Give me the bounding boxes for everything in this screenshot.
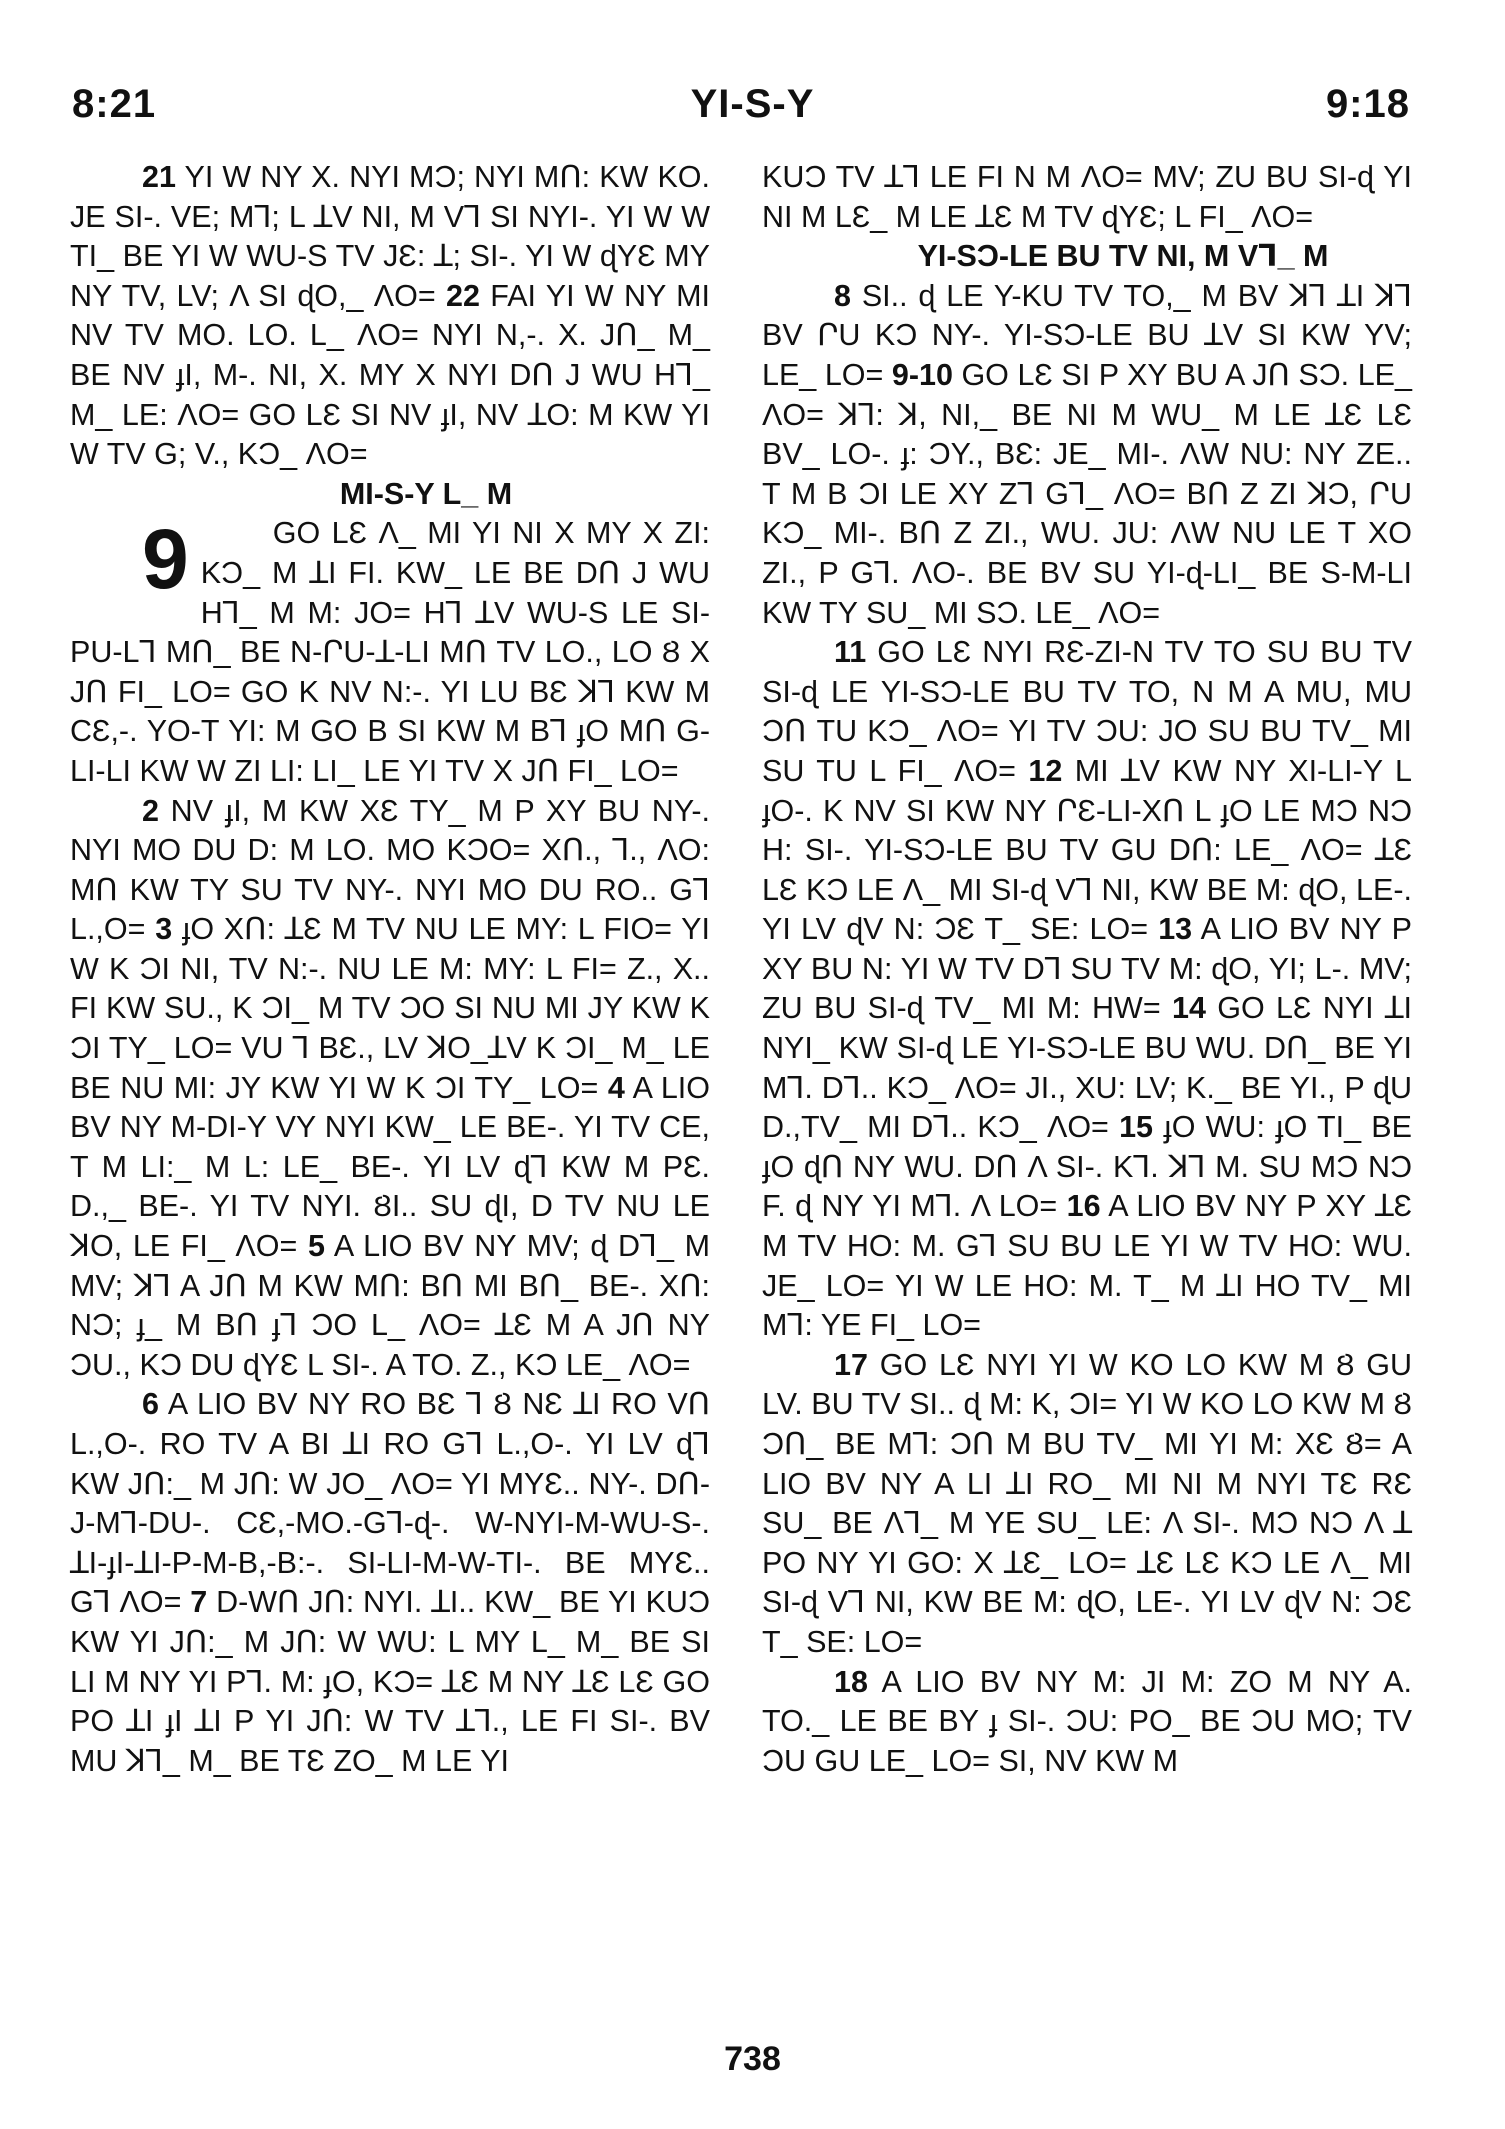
left-column	[70, 158, 710, 1781]
verse-2	[70, 792, 710, 1386]
verse-text: A LIO BV NY M: JI M: ZO M NY A. TO._ LE BE BY ɟ SI-. ƆU: PO_ BE ƆU MO; TV ƆU GU LE_ LO= SI, NV KW M	[762, 1664, 1413, 1778]
verse-number: 16	[1066, 1189, 1101, 1224]
verse-text: ɟO WU: ɟO TI_ BE ɟO ɖՈ NY WU. DՈ Λ SI-. KꞀ. ꓘꞀ M. SU MƆ NƆ F. ɖ NY YI MꞀ. Λ LO=	[762, 1110, 1412, 1224]
verse-number: 9-10	[891, 357, 953, 392]
header-left-reference: 8:21	[72, 82, 157, 126]
verse-number: 11	[834, 635, 867, 670]
verse-number: 15	[1119, 1110, 1154, 1145]
verse-text: GO LƐ NYI ꓕI NYI_ KW SI-ɖ LE YI-SƆ-LE BU WU. DՈ_ BE YI MꞀ. DꞀ.. KƆ_ ΛO= JI., XU: LV; K._ BE YI., P ɖU D.,TV_ MI DꞀ.. KƆ_ ΛO=	[762, 991, 1413, 1145]
right-column	[762, 158, 1412, 1781]
verse-text: SI.. ɖ LE Y-KU TV TO,_ M BV ꓘꞀ ꓕI ꓘꞀ BV ՐU KƆ NY-. YI-SƆ-LE BU ꓕV SI KW YV; LE_ LO=	[762, 278, 1412, 392]
header-right-reference: 9:18	[1325, 82, 1410, 126]
verse-11	[762, 633, 1412, 1346]
verse-text: A LIO BV NY RO BƐ Ꞁ Ȣ NƐ ꓕI RO VՈ L.,O-. RO TV A BI ꓕI RO GꞀ L.,O-. YI LV ɖꞀ KW JՈ:_ M JՈ: W JO_ ΛO= YI MYƐ.. NY-. DՈ-J-MꞀ-DU-. CƐ,-MO.-GꞀ-ɖ-. W-NYI-M-WU-S-. ꓕI-ɟI-ꓕI-P-M-B,-B:-. SI-LI-M-W-TI-. BE MYƐ.. GꞀ ΛO=	[70, 1387, 710, 1620]
verse-text: GO LƐ NYI RƐ-ZI-N TV TO SU BU TV SI-ɖ LE YI-SƆ-LE BU TV TO, N M A MU, MU ƆՈ TU KƆ_ ΛO= YI TV ƆU: JO SU BU TV_ MI SU TU L FI_ ΛO=	[762, 635, 1412, 788]
verse-text: GO LƐ NYI YI W KO LO KW M Ȣ GU LV. BU TV SI.. ɖ M: K, ƆI= YI W KO LO KW M Ȣ ƆՈ_ BE MꞀ: ƆՈ M BU TV_ MI YI M: XƐ Ȣ= A LIO BV NY A LI ꓕI RO_ MI NI M NYI TƐ RƐ SU_ BE ΛꞀ_ M YE SU_ LE: Λ SI-. MƆ NƆ Λ ꓕ PO NY YI GO: X ꓕƐ_ LO= ꓕƐ LƐ KƆ LE Λ_ MI SI-ɖ VꞀ NI, KW BE M: ɖO, LE-. YI LV ɖV N: ƆƐ T_ SE: LO=	[762, 1347, 1412, 1659]
verse-number: 8	[834, 278, 851, 313]
verse-number: 3	[155, 912, 173, 947]
verse-number: 17	[834, 1347, 868, 1382]
verse-text: GO LƐ SI P XY BU A JՈ SƆ. LE_ ΛO= ꓘꞀ: ꓘ, NI,_ BE NI M WU_ M LE ꓕƐ LƐ BV_ LO-. ɟ: ƆY., BƐ: JE_ MI-. ΛW NU: NY ZE.. T M B ƆI LE XY ZꞀ GꞀ_ ΛO= BՈ Z ZI ꓘƆ, ՐU KƆ_ MI-. BՈ Z ZI., WU. JU: ΛW NU LE T XO ZI., P GꞀ. ΛO-. BE BV SU YI-ɖ-LI_ BE S-M-LI KW TY SU_ MI SƆ. LE_ ΛO=	[762, 357, 1412, 630]
section-title: YI-SƆ-LE BU TV NI, M VꞀ_ M	[917, 239, 1329, 274]
verse-number: 2	[142, 793, 159, 828]
verse-8	[762, 277, 1412, 633]
verse-number: 7	[190, 1585, 208, 1620]
verse-text: FAI YI W NY MI NV TV MO. LO. L_ ΛO= NYI N,-. X. JՈ_ M_ BE NV ɟI, M-. NI, X. MY X NYI DՈ J WU HꞀ_ M_ LE: ΛO= GO LƐ SI NV ɟI, NV ꓕO: M KW YI W TV G; V., KƆ_ ΛO=	[70, 278, 710, 472]
verse-text: A LIO BV NY P XY ꓕƐ M TV HO: M. GꞀ SU BU LE YI W TV HO: WU. JE_ LO= YI W LE HO: M. T_ M ꓕI HO TV_ MI MꞀ: YE FI_ LO=	[762, 1189, 1412, 1343]
chapter-number: 9	[142, 512, 189, 607]
verse-text: D-WՈ JՈ: NYI. ꓕI.. KW_ BE YI KUƆ KW YI JՈ:_ M JՈ: W WU: L MY L_ M_ BE SI LI M NY YI PꞀ. M: ɟO, KƆ= ꓕƐ M NY ꓕƐ LƐ GO PO ꓕI ɟI ꓕI P YI JՈ: W TV ꓕꞀ., LE FI SI-. BV MU ꓘꞀ_ M_ BE TƐ ZO_ M LE YI	[70, 1585, 710, 1778]
verse-number: 13	[1158, 912, 1193, 947]
chapter-9-verse-1	[70, 514, 710, 791]
verse-number: 6	[142, 1387, 159, 1422]
verse-number: 21	[142, 160, 176, 194]
verse-number: 18	[834, 1664, 868, 1699]
verse-18	[762, 1663, 1412, 1782]
verse-text: A LIO BV NY M-DI-Y VY NYI KW_ LE BE-. YI TV CE, T M LI:_ M L: LE_ BE-. YI LV ɖꞀ KW M PƐ. D.,_ BE-. YI TV NYI. ȢI.. SU ɖI, D TV NU LE ꓘO, LE FI_ ΛO=	[70, 1070, 710, 1264]
header-book-title: YI-S-Y	[690, 82, 815, 126]
verse-number: 5	[307, 1229, 325, 1264]
verse-number: 22	[446, 278, 480, 313]
verse-text: MI ꓕV KW NY XI-LI-Y L ɟO-. K NV SI KW NY ՐƐ-LI-XՈ L ɟO LE MƆ NƆ H: SI-. YI-SƆ-LE BU TV GU DՈ: LE_ ΛO= ꓕƐ LƐ KƆ LE Λ_ MI SI-ɖ VꞀ NI, KW BE M: ɖO, LE-. YI LV ɖV N: ƆƐ T_ SE: LO=	[762, 753, 1412, 947]
verse-17	[762, 1346, 1412, 1663]
verse-text: NV ɟI, M KW XƐ TY_ M P XY BU NY-. NYI MO DU D: M LO. MO KƆO= XՈ., Ꞁ., ΛO: MՈ KW TY SU TV NY-. NYI MO DU RO.. GꞀ L.,O=	[70, 793, 710, 947]
section-title: MI-S-Y L_ M	[339, 476, 513, 511]
verse-text: A LIO BV NY P XY BU N: YI W TV DꞀ SU TV M: ɖO, YI; L-. MV; ZU BU SI-ɖ TV_ MI M: HW=	[762, 912, 1412, 1026]
page-number: 738	[724, 2040, 781, 2078]
verse-text: ɟO XՈ: ꓕƐ M TV NU LE MY: L FIO= YI W K ƆI NI, TV N:-. NU LE M: MY: L FI= Z., X.. FI KW SU., K ƆI_ M TV ƆO SI NU MI JY KW K ƆI TY_ LO= VU Ꞁ BƐ., LV ꓘO_ꓕV K ƆI_ M_ LE BE NU MI: JY KW YI W K ƆI TY_ LO=	[70, 912, 710, 1105]
verse-number: 14	[1172, 991, 1206, 1026]
verse-text: A LIO BV NY MV; ɖ DꞀ_ M MV; ꓘꞀ A JՈ M KW MՈ: BՈ MI BՈ_ BE-. XՈ: NƆ; ɟ_ M BՈ ɟꞀ ƆO L_ ΛO= ꓕƐ M A JՈ NY ƆU., KƆ DU ɖYƐ L SI-. A TO. Z., KƆ LE_ ΛO=	[70, 1229, 710, 1382]
page-header	[0, 0, 1505, 160]
verse-text: YI W NY X. NYI MƆ; NYI MՈ: KW KO. JE SI-. VE; MꞀ; L ꓕV NI, M VꞀ SI NYI-. YI W W TI_ BE YI W WU-S TV JƐ: ꓕ; SI-. YI W ɖYƐ MY NY TV, LV; Λ SI ɖO,_ ΛO=	[70, 160, 710, 313]
verse-6	[70, 1385, 710, 1781]
verse-number: 4	[607, 1070, 625, 1105]
verse-7-continued: KUƆ TV ꓕꞀ LE FI N M ΛO= MV; ZU BU SI-ɖ YI NI M LƐ_ M LE ꓕƐ M TV ɖYƐ; L FI_ ΛO=	[762, 160, 1412, 234]
verse-text: GO LƐ Λ_ MI YI NI X MY X ZI: KƆ_ M ꓕI FI. KW_ LE BE DՈ J WU HꞀ_ M M: JO= HꞀ ꓕV WU-S LE SI-PU-LꞀ MՈ_ BE N-ՐU-ꓕ-LI MՈ TV LO., LO Ȣ X JՈ FI_ LO= GO K NV N:-. YI LU BƐ ꓘꞀ KW M CƐ,-. YO-T YI: M GO B SI KW M BꞀ ɟO MՈ G-LI-LI KW W ZI LI: LI_ LE YI TV X JՈ FI_ LO=	[70, 516, 710, 788]
verse-number: 12	[1028, 753, 1063, 788]
verse-21	[70, 158, 710, 475]
